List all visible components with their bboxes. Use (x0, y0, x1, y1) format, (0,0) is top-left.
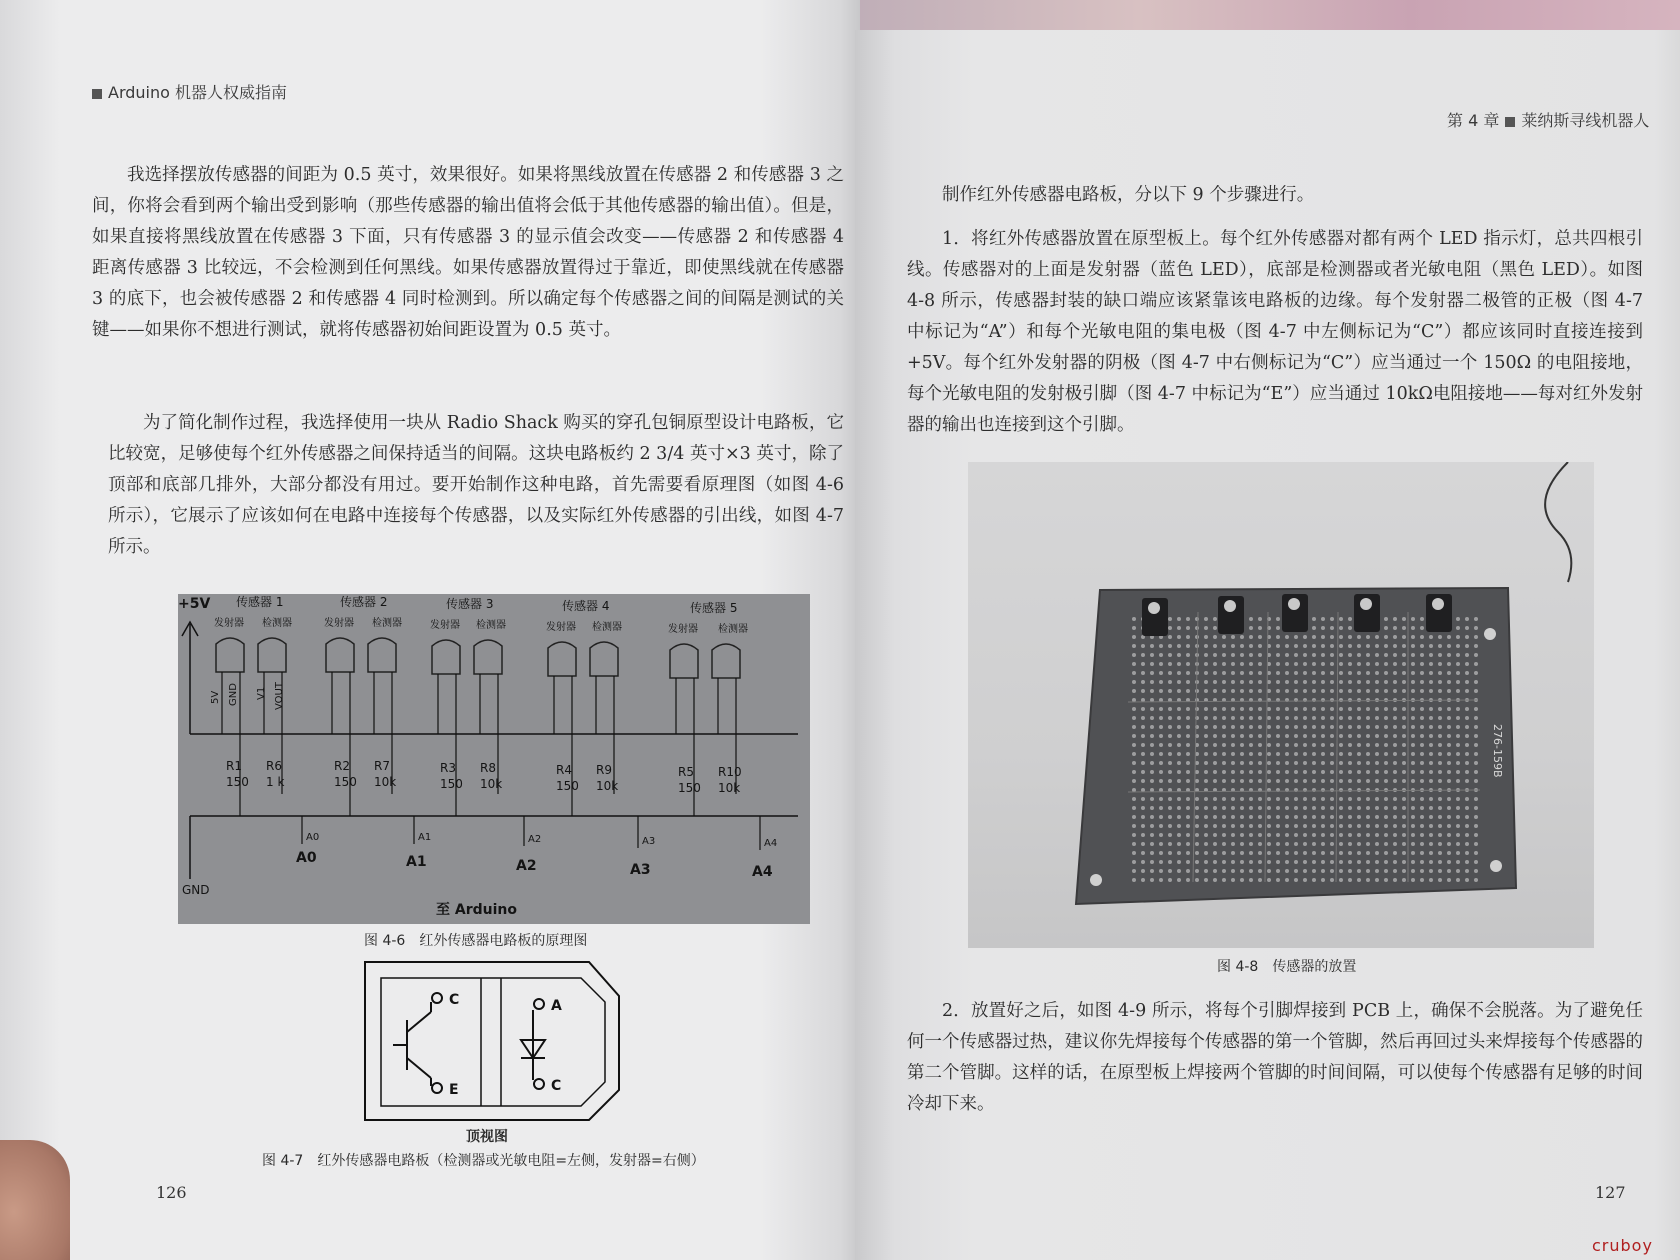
sensor-1-group (210, 594, 319, 866)
sensor-4-r-det: R9 (596, 763, 612, 777)
sensor-1-r-emit: R1 (226, 759, 242, 773)
supply-label: +5V (178, 596, 211, 612)
sensor-2-pin-small: A1 (418, 832, 432, 843)
sensor-4-pin-small: A3 (642, 836, 656, 847)
sensor-1-pin-small: A0 (306, 832, 320, 843)
sensor-1-r-det-value: 1 k (266, 775, 285, 789)
sensor-2-r-det-value: 10k (374, 775, 397, 789)
pinout-a-right: A (551, 998, 562, 1014)
sensor-4-r-det-value: 10k (596, 779, 619, 793)
sensor-1-r-det: R6 (266, 759, 282, 773)
sensor-5-group (668, 600, 777, 880)
sensor-2-r-emit-value: 150 (334, 775, 357, 789)
figure-4-8-photo (968, 462, 1594, 948)
board-part-number: 276-159B (1491, 724, 1504, 778)
pinout-svg (363, 960, 625, 1125)
left-paragraph-1: 我选择摆放传感器的间距为 0.5 英寸，效果很好。如果将黑线放置在传感器 2 和传感器 3 之间，你将会看到两个输出受到影响（那些传感器的输出值将会低于其他传感器的输出值）。但是，如果直接将黑线放置在传感器 3 下面，只有传感器 3 的显示值会改变——传感器 2 和传感器 4 距离传感器 3 比较远，不会检测到任何黑线。如果传感器放置得过于靠近，即使黑线就在传感器 3 的底下，也会被传感器 2 和传感器 4 同时检测到。所以确定每个传感器之间的间隔是测试的关键——如果你不想进行测试，就将传感器初始间距设置为 0.5 英寸。 (92, 165, 844, 340)
sensor-5-emitter-label: 发射器 (668, 624, 698, 635)
sensor-5-r-emit: R5 (678, 765, 694, 779)
schematic-svg (178, 594, 810, 924)
sensor-4-pin-big: A3 (630, 862, 651, 878)
sensor-3-r-det-value: 10k (480, 777, 503, 791)
sensor-4-emitter-label: 发射器 (546, 622, 576, 633)
sensor-3-pin-big: A2 (516, 858, 537, 874)
sensor-2-detector-label: 检测器 (372, 618, 402, 629)
sensor-5-name: 传感器 5 (690, 601, 738, 615)
photo-svg (968, 462, 1594, 948)
sensor-3-r-emit-value: 150 (440, 777, 463, 791)
watermark: cruboy (1592, 1236, 1653, 1255)
sensor-1-detector-label: 检测器 (262, 618, 292, 629)
running-head-bullet (92, 89, 102, 99)
sensor-5-pin-big: A4 (752, 864, 773, 880)
right-step-1: 1．将红外传感器放置在原型板上。每个红外传感器对都有两个 LED 指示灯，总共四根引线。传感器对的上面是发射器（蓝色 LED），底部是检测器或者光敏电阻（黑色 LED）。如图 4-8 所示，传感器封装的缺口端应该紧靠该电路板的边缘。每个发射器二极管的正极（图 4-7 中标记为“A”）和每个光敏电阻的集电极（图 4-7 中左侧标记为“C”）都应该同时直接连接到+5V。每个红外发射器的阴极（图 4-7 中右侧标记为“C”）应当通过一个 150Ω 的电阻接地，每个光敏电阻的发射极引脚（图 4-7 中标记为“E”）应当通过 10kΩ电阻接地——每对红外发射器的输出也连接到这个引脚。 (907, 229, 1643, 435)
figure-4-8-caption: 图 4-8 传感器的放置 (1217, 959, 1357, 975)
sensor-2-name: 传感器 2 (340, 595, 388, 609)
sensor-5-r-emit-value: 150 (678, 781, 701, 795)
pinout-c-right: C (551, 1078, 562, 1094)
sensor-3-r-det: R8 (480, 761, 496, 775)
pinout-e-left: E (449, 1082, 459, 1098)
pinout-c-left: C (449, 992, 460, 1008)
pin-label: VOUT (274, 682, 285, 710)
sensor-2-pin-big: A1 (406, 854, 427, 870)
right-step-2: 2．放置好之后，如图 4-9 所示，将每个引脚焊接到 PCB 上，确保不会脱落。为了避免任何一个传感器过热，建议你先焊接每个传感器的第一个管脚，然后再回过头来焊接每个传感器的第二个管脚。这样的话，在原型板上焊接两个管脚的时间间隔，可以使每个传感器有足够的时间冷却下来。 (907, 1001, 1643, 1114)
pin-label: V1 (256, 686, 267, 700)
sensor-2-r-emit: R2 (334, 759, 350, 773)
sensor-3-pin-small: A2 (528, 834, 542, 845)
sensor-2-group (324, 594, 431, 870)
sensor-3-r-emit: R3 (440, 761, 456, 775)
left-running-head (86, 80, 287, 103)
running-head-chapter: 第 4 章 (1447, 111, 1500, 130)
figure-4-6-caption: 图 4-6 红外传感器电路板的原理图 (364, 933, 588, 949)
figure-4-7-pinout (363, 960, 625, 1125)
pin-label: 5V (210, 690, 221, 704)
sensor-1-pin-big: A0 (296, 850, 317, 866)
figure-4-6-schematic (178, 594, 810, 924)
running-head-bullet (1505, 117, 1515, 127)
sensor-3-group (430, 596, 541, 874)
right-running-head (1447, 108, 1649, 131)
sensor-1-r-emit-value: 150 (226, 775, 249, 789)
sensor-1-name: 传感器 1 (236, 595, 284, 609)
sensor-3-emitter-label: 发射器 (430, 620, 460, 631)
left-paragraph-2: 为了简化制作过程，我选择使用一块从 Radio Shack 购买的穿孔包铜原型设计电路板，它比较宽，足够使每个红外传感器之间保持适当的间隔。这块电路板约 2 3/4 英寸×3 英寸，除了顶部和底部几排外，大部分都没有用过。要开始制作这种电路，首先需要看原理图（如图 4-6 所示），它展示了应该如何在电路中连接每个传感器，以及实际红外传感器的引出线，如图 4-7 所示。 (108, 413, 844, 557)
sensor-5-pin-small: A4 (764, 838, 778, 849)
sensor-5-r-det: R10 (718, 765, 742, 779)
figure-4-7-view-label: 顶视图 (466, 1129, 508, 1145)
thumb (0, 1140, 70, 1260)
sensor-4-group (546, 598, 655, 878)
sensor-2-emitter-label: 发射器 (324, 618, 354, 629)
right-intro: 制作红外传感器电路板，分以下 9 个步骤进行。 (942, 185, 1315, 205)
sensor-4-r-emit-value: 150 (556, 779, 579, 793)
sensor-3-detector-label: 检测器 (476, 620, 506, 631)
right-page-number: 127 (1595, 1183, 1626, 1202)
pin-label: GND (228, 683, 239, 706)
sensor-2-r-det: R7 (374, 759, 390, 773)
sensor-5-r-det-value: 10k (718, 781, 741, 795)
running-head-title: Arduino 机器人权威指南 (108, 83, 288, 102)
sensor-4-detector-label: 检测器 (592, 622, 622, 633)
sensor-5-detector-label: 检测器 (718, 624, 748, 635)
figure-4-7-caption: 图 4-7 红外传感器电路板（检测器或光敏电阻=左侧，发射器=右侧） (262, 1153, 705, 1169)
destination-label: 至 Arduino (436, 902, 517, 918)
sensor-4-r-emit: R4 (556, 763, 572, 777)
left-page-number: 126 (156, 1183, 187, 1202)
sensor-3-name: 传感器 3 (446, 597, 494, 611)
sensor-1-emitter-label: 发射器 (214, 618, 244, 629)
running-head-chapter-title: 莱纳斯寻线机器人 (1521, 111, 1650, 130)
sensor-4-name: 传感器 4 (562, 599, 610, 613)
ground-label: GND (182, 883, 210, 897)
